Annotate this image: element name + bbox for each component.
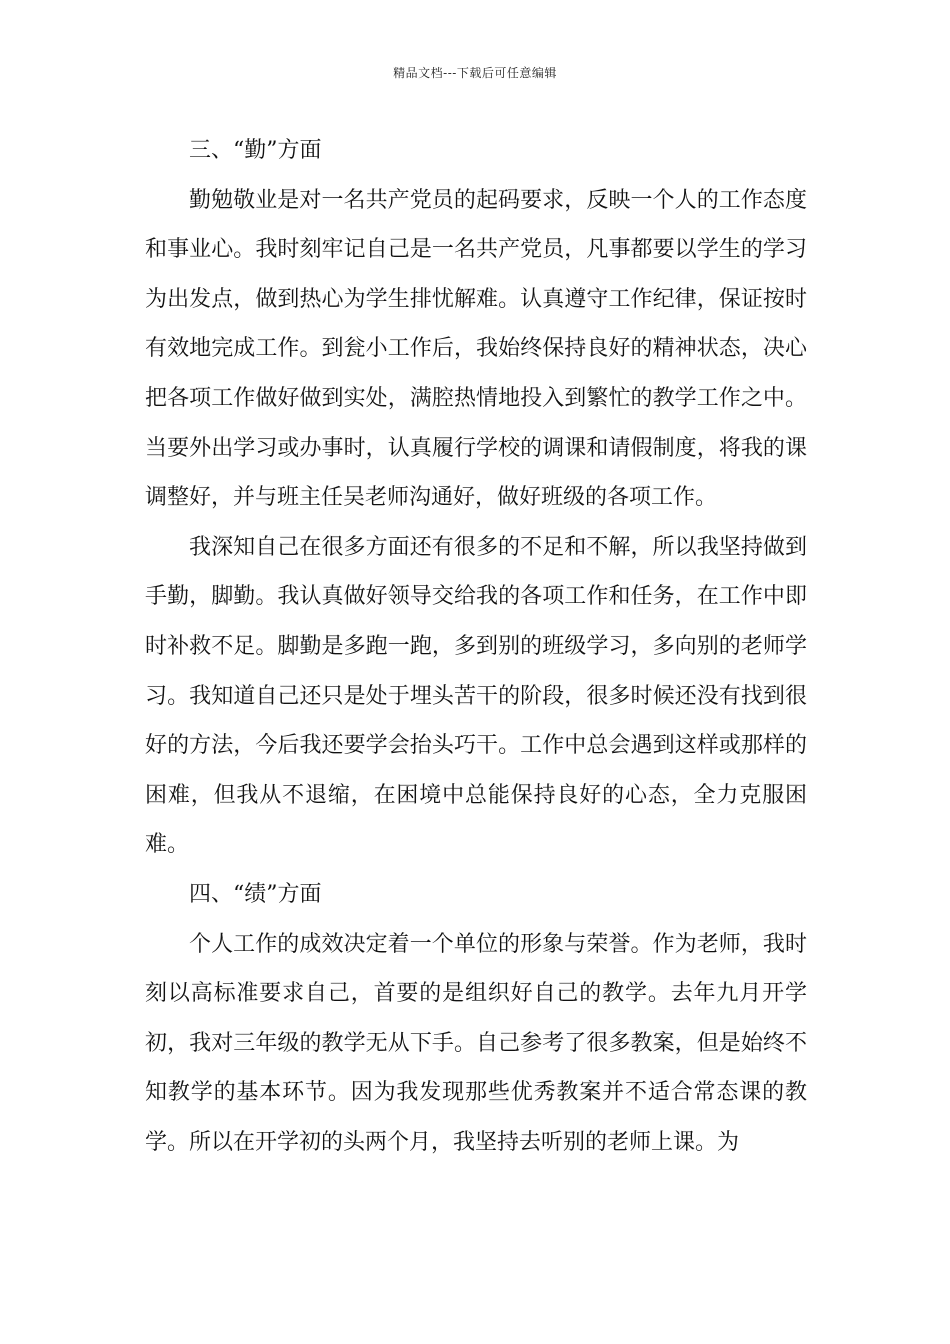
section-heading: 三、“勤”方面 (189, 138, 322, 163)
paragraph: 勤勉敬业是对一名共产党员的起码要求，反映一个人的工作态度和事业心。我时刻牢记自己是一名共产党员，凡事都要以学生的学习为出发点，做到热心为学生排忧解难。认真遵守工作纪律，保证按时有效地完成工作。到瓮小工作后，我始终保持良好的精神状态，决心把各项工作做好做到实处，满腔热情地投入到繁忙的教学工作之中。当要外出学习或办事时，认真履行学校的调课和请假制度，将我的课调整好，并与班主任吴老师沟通好，做好班级的各项工作。 (145, 187, 807, 511)
section-heading: 四、“绩”方面 (189, 881, 322, 907)
page-header: 精品文档---下载后可任意编辑 (393, 66, 557, 80)
paragraph: 我深知自己在很多方面还有很多的不足和不解，所以我坚持做到手勤，脚勤。我认真做好领导交给我的各项工作和任务，在工作中即时补救不足。脚勤是多跑一跑，多到别的班级学习，多向别的老师学习。我知道自己还只是处于埋头苦干的阶段，很多时候还没有找到很好的方法，今后我还要学会抬头巧干。工作中总会遇到这样或那样的困难，但我从不退缩，在困境中总能保持良好的心态，全力克服困难。 (145, 534, 807, 858)
document-body (145, 126, 807, 1167)
paragraph: 个人工作的成效决定着一个单位的形象与荣誉。作为老师，我时刻以高标准要求自己，首要的是组织好自己的教学。去年九月开学初，我对三年级的教学无从下手。自己参考了很多教案，但是始终不知教学的基本环节。因为我发现那些优秀教案并不适合常态课的教学。所以在开学初的头两个月，我坚持去听别的老师上课。为 (145, 931, 807, 1155)
